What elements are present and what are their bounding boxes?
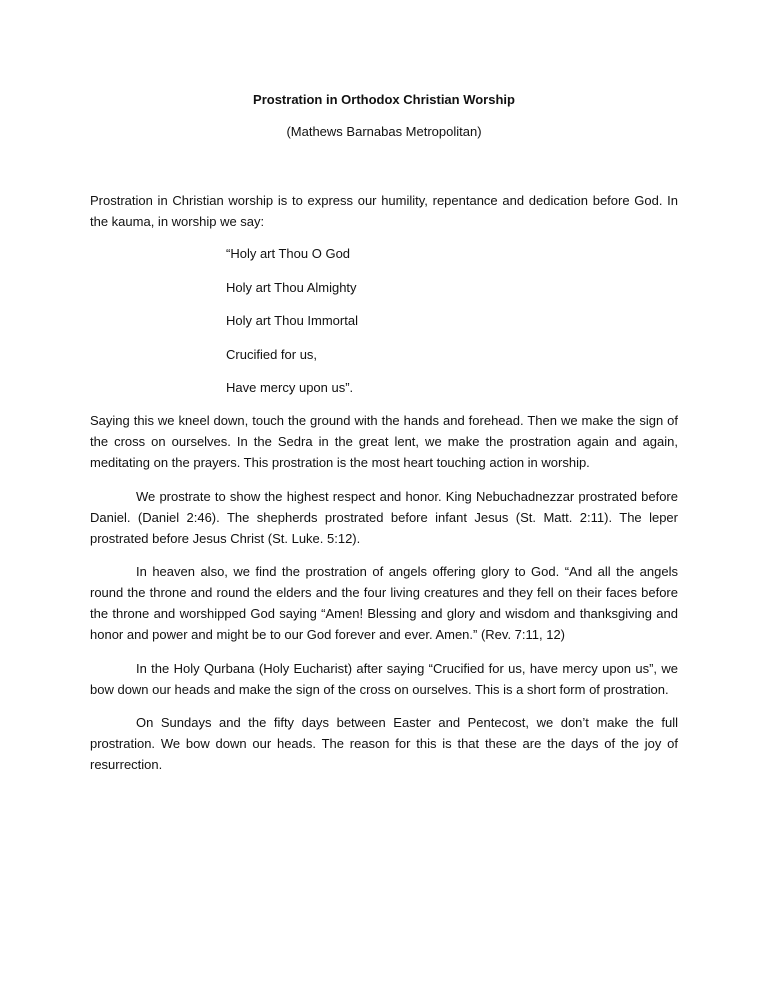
paragraph: We prostrate to show the highest respect and honor. King Nebuchadnezzar prostrated before Daniel. (Daniel 2:46). The shepherds prostrated before infant Jesus (St. Matt. 2:11). The leper prostrated before Jesus Christ (St. Luke. 5:12). — [90, 488, 678, 546]
paragraph: In heaven also, we find the prostration of angels offering glory to God. “And all the angels round the throne and round the elders and the four living creatures and they fell on their faces before the throne and worshipped God saying “Amen! Blessing and glory and wisdom and thanksgiving and honor and power and might be to our God forever and ever. Amen.” (Rev. 7:11, 12) — [90, 564, 678, 643]
paragraph: Saying this we kneel down, touch the ground with the hands and forehead. Then we make the sign of the cross on ourselves. In the Sedra in the great lent, we make the prostration again and again, meditating on the prayers. This prostration is the most heart touching action in worship. — [90, 413, 678, 471]
paragraph: On Sundays and the fifty days between Easter and Pentecost, we don’t make the full prostration. We bow down our heads. The reason for this is that these are the days of the joy of resurrection. — [90, 715, 678, 773]
hymn-line: Holy art Thou Almighty — [226, 279, 357, 295]
hymn-line: “Holy art Thou O God — [226, 246, 351, 261]
page-title: Prostration in Orthodox Christian Worship — [253, 92, 515, 107]
hymn-line: Crucified for us, — [226, 346, 318, 362]
hymn-line: Holy art Thou Immortal — [226, 313, 358, 329]
hymn-block — [226, 243, 678, 398]
author-line: (Mathews Barnabas Metropolitan) — [286, 124, 482, 139]
document-body — [90, 190, 678, 788]
paragraph: In the Holy Qurbana (Holy Eucharist) after saying “Crucified for us, have mercy upon us”, we bow down our heads and make the sign of the cross on ourselves. This is a short form of prostration. — [90, 660, 678, 697]
hymn-line: Have mercy upon us”. — [226, 380, 354, 396]
intro-paragraph: Prostration in Christian worship is to express our humility, repentance and dedication before God. In the kauma, in worship we say: — [90, 193, 678, 229]
